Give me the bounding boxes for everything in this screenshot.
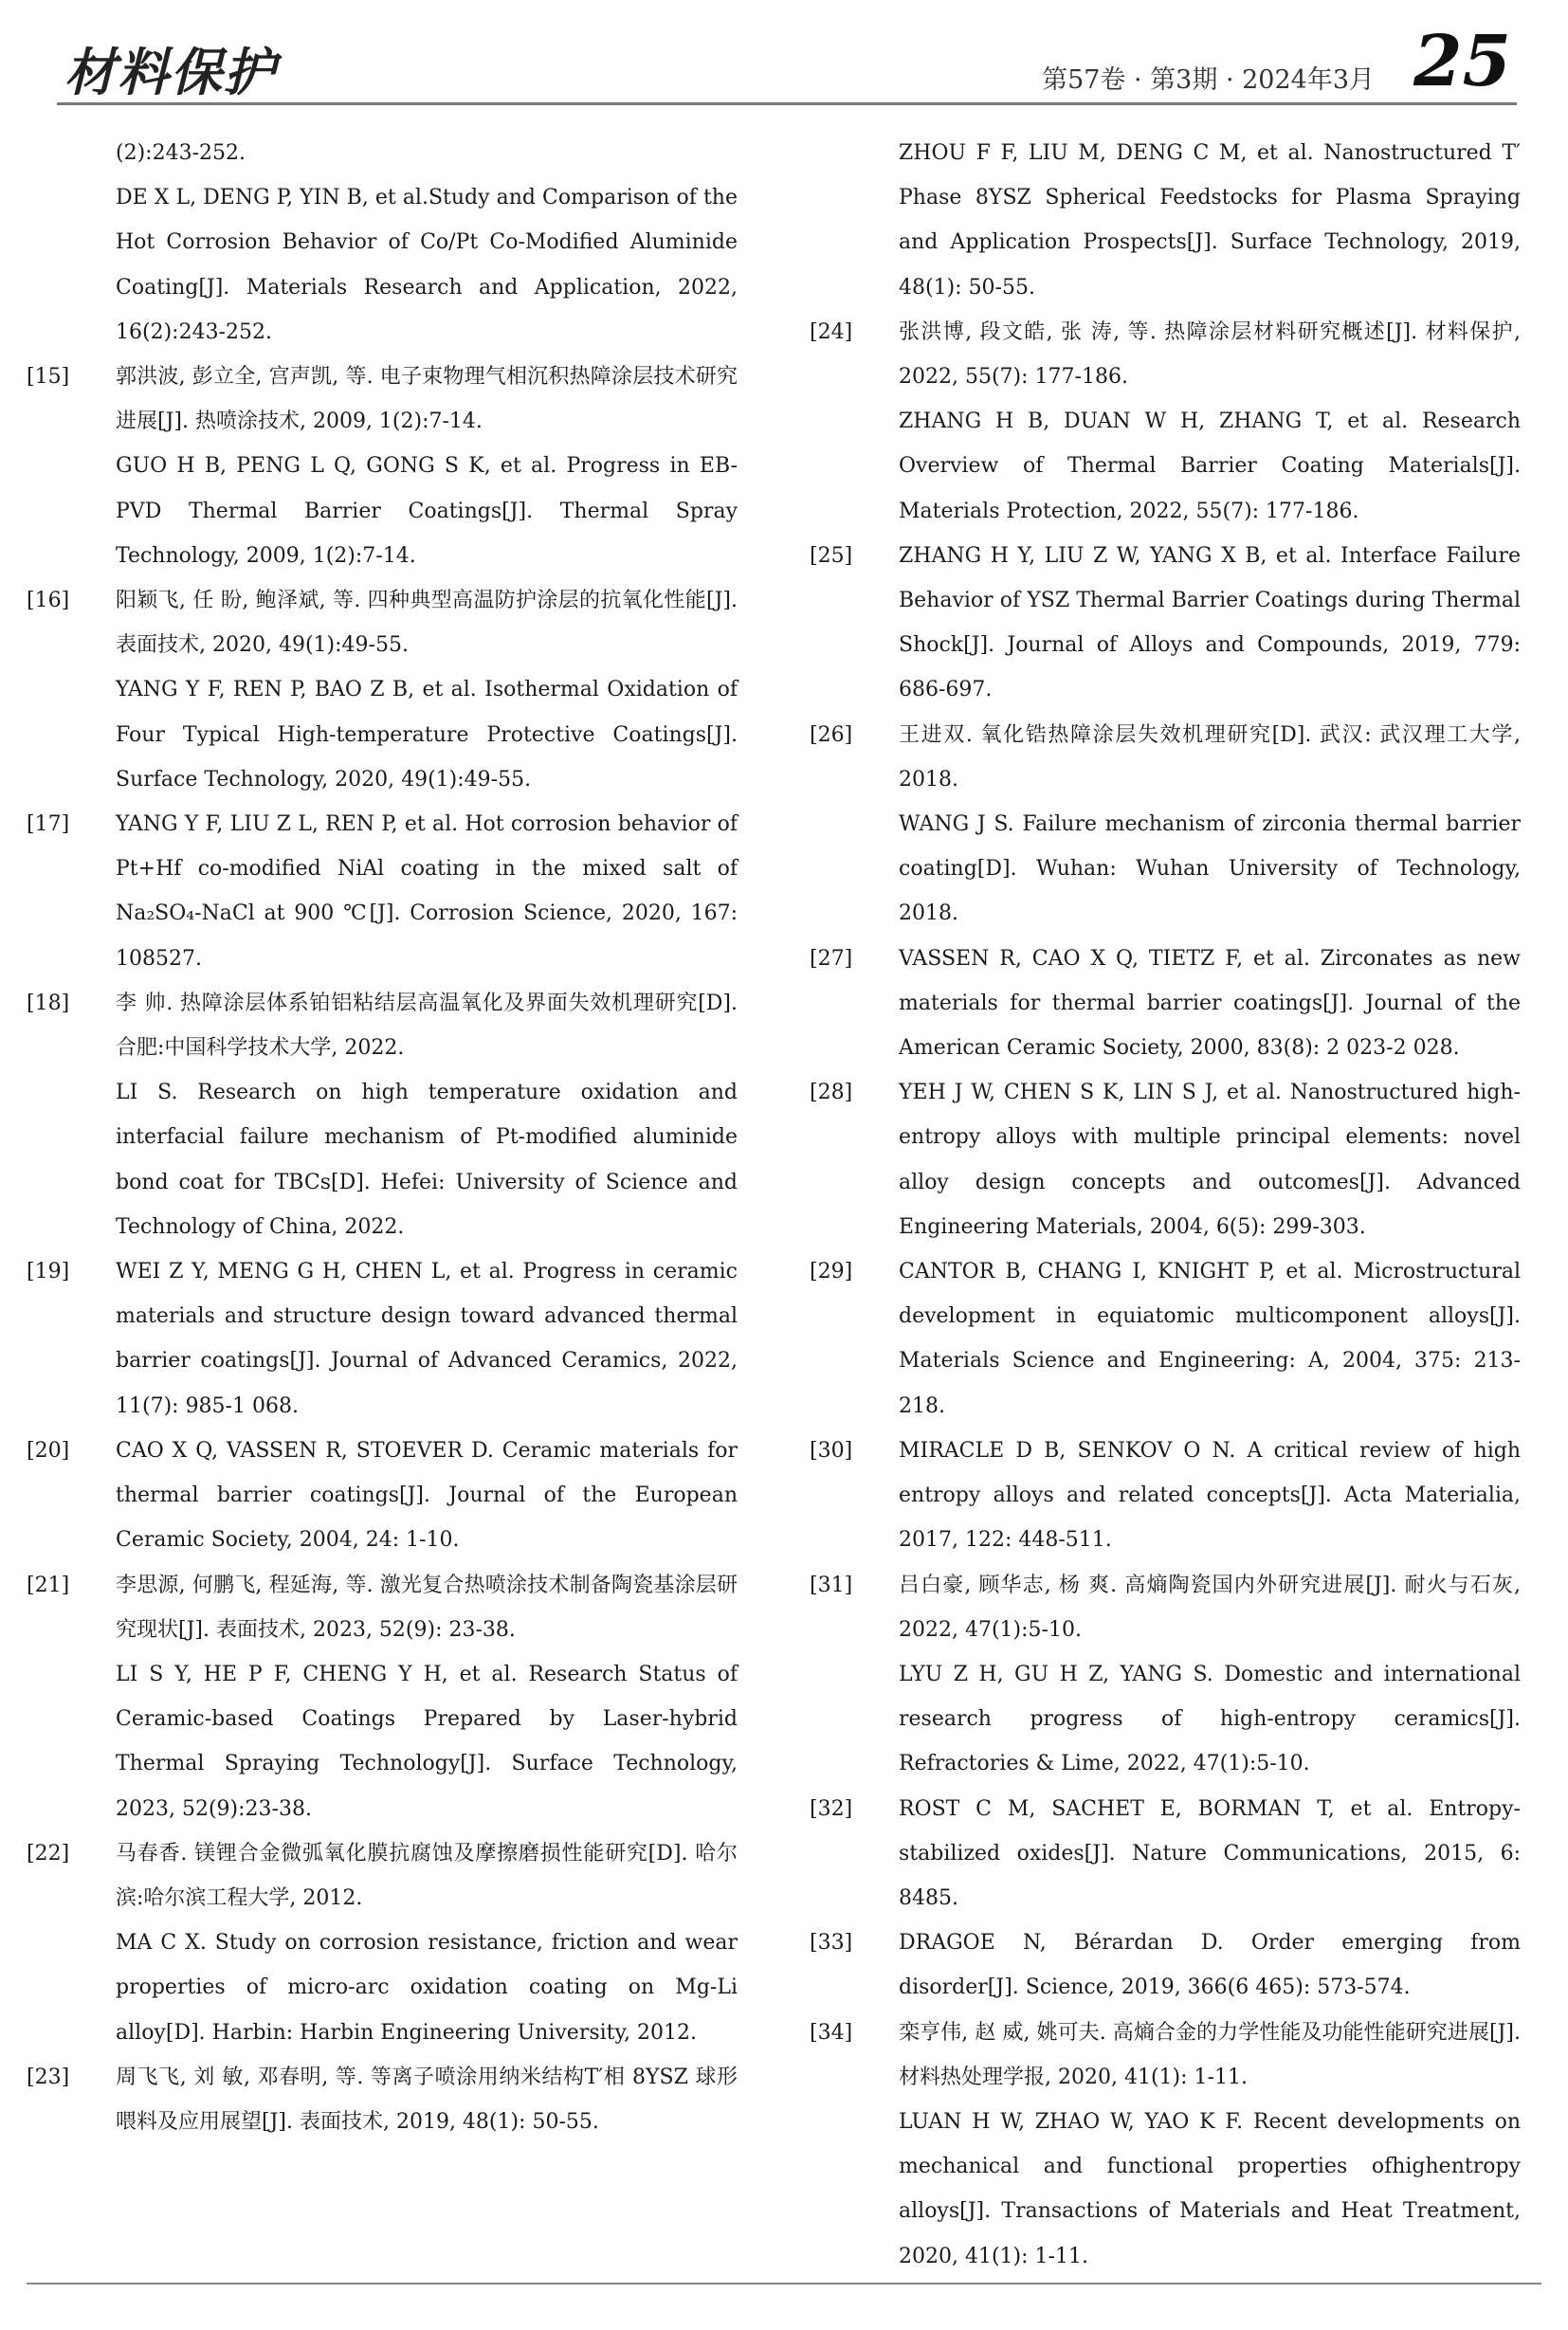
reference-text: ZHOU F F, LIU M, DENG C M, et al. Nanostructured T′ Phase 8YSZ Spherical Feedstocks for Plasma Spraying and Application Prospects[J]. Surface Technology, 2019, 48(1): 50-55. <box>899 141 1521 300</box>
reference-body <box>116 2055 738 2144</box>
reference-text: (2):243-252. <box>116 141 246 165</box>
reference-body <box>899 1920 1521 2010</box>
reference-body <box>899 310 1521 534</box>
reference-column-left <box>27 131 738 2144</box>
reference-number: [23] <box>27 2065 70 2089</box>
reference-body <box>116 1429 738 1563</box>
reference-body <box>116 802 738 981</box>
reference-item <box>27 2055 738 2144</box>
reference-text: ROST C M, SACHET E, BORMAN T, et al. Entropy-stabilized oxides[J]. Nature Communications, 2015, 6: 8485. <box>899 1796 1521 1910</box>
reference-text: 栾亨伟, 赵 威, 姚可夫. 高熵合金的力学性能及功能性能研究进展[J]. 材料热处理学报, 2020, 41(1): 1-11. <box>899 2020 1521 2089</box>
reference-number: [17] <box>27 812 70 837</box>
reference-body <box>899 937 1521 1071</box>
reference-text: CANTOR B, CHANG I, KNIGHT P, et al. Microstructural development in equiatomic multicomponent alloys[J]. Materials Science and Engineering: A, 2004, 375: 213-218. <box>899 1260 1521 1418</box>
reference-item <box>810 2011 1521 2279</box>
reference-number: [27] <box>810 946 853 971</box>
reference-body <box>116 981 738 1249</box>
reference-continuation <box>810 131 1521 310</box>
reference-number: [19] <box>27 1260 70 1284</box>
reference-body <box>116 1563 738 1831</box>
reference-body <box>116 1249 738 1429</box>
reference-item <box>27 578 738 802</box>
reference-body <box>116 1831 738 2055</box>
reference-body <box>116 355 738 578</box>
reference-body <box>899 2011 1521 2279</box>
reference-text: 吕白豪, 顾华志, 杨 爽. 高熵陶瓷国内外研究进展[J]. 耐火与石灰, 2022, 47(1):5-10. <box>899 1573 1521 1642</box>
reference-number: [26] <box>810 722 853 747</box>
reference-text: 周飞飞, 刘 敏, 邓春明, 等. 等离子喷涂用纳米结构T′相 8YSZ 球形喂料及应用展望[J]. 表面技术, 2019, 48(1): 50-55. <box>116 2065 738 2134</box>
page-number: 25 <box>1413 21 1511 102</box>
reference-number: [33] <box>810 1931 853 1956</box>
reference-body <box>899 1787 1521 1921</box>
reference-item <box>810 1563 1521 1787</box>
reference-continuation <box>27 131 738 355</box>
reference-number: [29] <box>810 1260 853 1284</box>
reference-number: [21] <box>27 1573 70 1597</box>
reference-text: GUO H B, PENG L Q, GONG S K, et al. Progress in EB-PVD Thermal Barrier Coatings[J]. Thermal Spray Technology, 2009, 1(2):7-14. <box>116 454 738 568</box>
reference-text: MA C X. Study on corrosion resistance, friction and wear properties of micro-arc oxidation coating on Mg-Li alloy[D]. Harbin: Harbin Engineering University, 2012. <box>116 1931 738 2045</box>
reference-item <box>810 1249 1521 1429</box>
reference-item <box>810 1787 1521 1921</box>
reference-number: [22] <box>27 1841 70 1866</box>
reference-item <box>810 1920 1521 2010</box>
reference-item <box>27 1249 738 1429</box>
reference-text: WANG J S. Failure mechanism of zirconia thermal barrier coating[D]. Wuhan: Wuhan University of Technology, 2018. <box>899 812 1521 926</box>
reference-text: 阳颖飞, 任 盼, 鲍泽斌, 等. 四种典型高温防护涂层的抗氧化性能[J]. 表面技术, 2020, 49(1):49-55. <box>116 589 738 658</box>
reference-text: DRAGOE N, Bérardan D. Order emerging from disorder[J]. Science, 2019, 366(6 465): 573-574. <box>899 1931 1521 2000</box>
reference-body <box>116 578 738 802</box>
issue-info: 第57卷 · 第3期 · 2024年3月 <box>1042 65 1375 95</box>
reference-body <box>899 1429 1521 1563</box>
reference-text: YANG Y F, LIU Z L, REN P, et al. Hot corrosion behavior of Pt+Hf co-modified NiAl coating in the mixed salt of Na₂SO₄-NaCl at 900 ℃[J]. Corrosion Science, 2020, 167: 108527. <box>116 812 738 971</box>
reference-number: [30] <box>810 1438 853 1463</box>
reference-text: YANG Y F, REN P, BAO Z B, et al. Isothermal Oxidation of Four Typical High-temperature Protective Coatings[J]. Surface Technology, 2020, 49(1):49-55. <box>116 678 738 792</box>
reference-item <box>810 1429 1521 1563</box>
reference-number: [16] <box>27 589 70 613</box>
page-header <box>57 21 1517 102</box>
reference-number: [20] <box>27 1438 70 1463</box>
reference-item <box>27 802 738 981</box>
reference-body <box>899 1563 1521 1787</box>
reference-text: 王进双. 氧化锆热障涂层失效机理研究[D]. 武汉: 武汉理工大学, 2018. <box>899 722 1521 792</box>
header-divider <box>57 102 1517 105</box>
reference-text: LUAN H W, ZHAO W, YAO K F. Recent developments on mechanical and functional properties ofhighentropy alloys[J]. Transactions of Materials and Heat Treatment, 2020, 41(1): 1-11. <box>899 2109 1521 2268</box>
reference-text: 李思源, 何鹏飞, 程延海, 等. 激光复合热喷涂技术制备陶瓷基涂层研究现状[J]. 表面技术, 2023, 52(9): 23-38. <box>116 1573 738 1642</box>
reference-number: [31] <box>810 1573 853 1597</box>
footer-divider <box>27 2283 1541 2284</box>
reference-text: CAO X Q, VASSEN R, STOEVER D. Ceramic materials for thermal barrier coatings[J]. Journal of the European Ceramic Society, 2004, 24: 1-10. <box>116 1438 738 1553</box>
reference-body <box>899 713 1521 937</box>
reference-text: WEI Z Y, MENG G H, CHEN L, et al. Progress in ceramic materials and structure design toward advanced thermal barrier coatings[J]. Journal of Advanced Ceramics, 2022, 11(7): 985-1 068. <box>116 1260 738 1418</box>
reference-number: [15] <box>27 365 70 390</box>
journal-name: 材料保护 <box>64 42 277 102</box>
reference-text: LYU Z H, GU H Z, YANG S. Domestic and international research progress of high-entropy ceramics[J]. Refractories & Lime, 2022, 47(1):5-10. <box>899 1662 1521 1776</box>
reference-item <box>810 937 1521 1071</box>
reference-text: 马春香. 镁锂合金微弧氧化膜抗腐蚀及摩擦磨损性能研究[D]. 哈尔滨:哈尔滨工程大学, 2012. <box>116 1841 738 1910</box>
reference-text: 李 帅. 热障涂层体系铂铝粘结层高温氧化及界面失效机理研究[D]. 合肥:中国科学技术大学, 2022. <box>116 991 738 1061</box>
reference-number: [28] <box>810 1081 853 1105</box>
reference-number: [25] <box>810 543 853 568</box>
reference-item <box>27 1831 738 2055</box>
reference-number: [18] <box>27 991 70 1015</box>
reference-item <box>810 713 1521 937</box>
reference-body <box>899 1249 1521 1429</box>
reference-text: DE X L, DENG P, YIN B, et al.Study and Comparison of the Hot Corrosion Behavior of Co/Pt Co-Modified Aluminide Coating[J]. Materials Research and Application, 2022, 16(2):243-252. <box>116 186 738 344</box>
reference-item <box>27 1563 738 1831</box>
reference-item <box>810 310 1521 534</box>
reference-column-right <box>810 131 1521 2279</box>
reference-text: 郭洪波, 彭立全, 宫声凯, 等. 电子束物理气相沉积热障涂层技术研究进展[J]. 热喷涂技术, 2009, 1(2):7-14. <box>116 365 738 434</box>
reference-text: LI S. Research on high temperature oxidation and interfacial failure mechanism of Pt-modified aluminide bond coat for TBCs[D]. Hefei: University of Science and Technology of China, 2022. <box>116 1081 738 1239</box>
reference-item <box>27 1429 738 1563</box>
reference-number: [34] <box>810 2020 853 2045</box>
reference-text: YEH J W, CHEN S K, LIN S J, et al. Nanostructured high-entropy alloys with multiple principal elements: novel alloy design concepts and outcomes[J]. Advanced Engineering Materials, 2004, 6(5): 299-303. <box>899 1081 1521 1239</box>
reference-item <box>27 981 738 1249</box>
reference-number: [32] <box>810 1796 853 1821</box>
reference-body <box>899 534 1521 713</box>
reference-item <box>27 355 738 578</box>
reference-text: ZHANG H B, DUAN W H, ZHANG T, et al. Research Overview of Thermal Barrier Coating Materials[J]. Materials Protection, 2022, 55(7): 177-186. <box>899 410 1521 523</box>
reference-item <box>810 534 1521 713</box>
reference-number: [24] <box>810 319 853 344</box>
reference-text: ZHANG H Y, LIU Z W, YANG X B, et al. Interface Failure Behavior of YSZ Thermal Barrier Coatings during Thermal Shock[J]. Journal of Alloys and Compounds, 2019, 779: 686-697. <box>899 543 1521 702</box>
reference-item <box>810 1070 1521 1249</box>
reference-text: 张洪博, 段文皓, 张 涛, 等. 热障涂层材料研究概述[J]. 材料保护, 2022, 55(7): 177-186. <box>899 319 1521 390</box>
reference-text: VASSEN R, CAO X Q, TIETZ F, et al. Zirconates as new materials for thermal barrier coatings[J]. Journal of the American Ceramic Society, 2000, 83(8): 2 023-2 028. <box>899 946 1521 1061</box>
reference-text: MIRACLE D B, SENKOV O N. A critical review of high entropy alloys and related concepts[J]. Acta Materialia, 2017, 122: 448-511. <box>899 1438 1521 1553</box>
reference-text: LI S Y, HE P F, CHENG Y H, et al. Research Status of Ceramic-based Coatings Prepared by Laser-hybrid Thermal Spraying Technology[J]. Surface Technology, 2023, 52(9):23-38. <box>116 1662 738 1821</box>
reference-body <box>899 1070 1521 1249</box>
